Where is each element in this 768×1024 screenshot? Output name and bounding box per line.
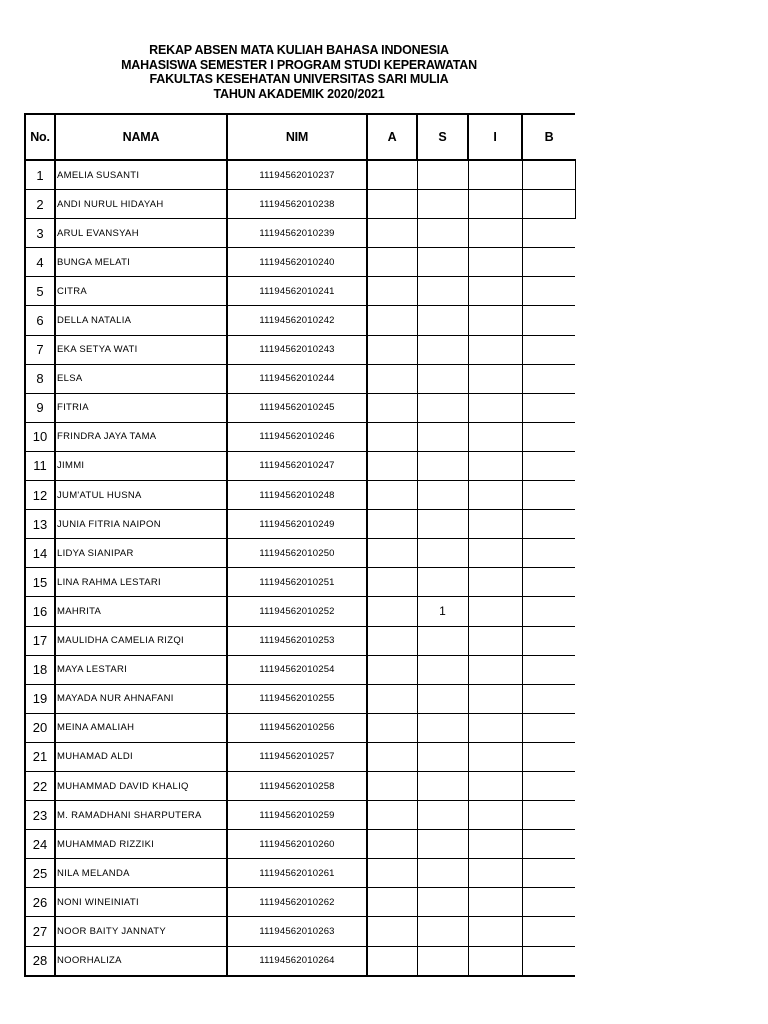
student-nim: 11194562010250 (227, 539, 367, 568)
table-row (25, 888, 575, 917)
cell-b (522, 597, 575, 626)
cell-i (468, 451, 522, 480)
student-name: NILA MELANDA (55, 859, 227, 888)
student-nim: 11194562010251 (227, 568, 367, 597)
student-nim: 11194562010249 (227, 510, 367, 539)
cell-a (367, 888, 417, 917)
row-number: 5 (25, 277, 55, 306)
cell-b (522, 713, 575, 742)
cell-i (468, 248, 522, 277)
cell-a (367, 219, 417, 248)
cell-a (367, 160, 417, 190)
cell-a (367, 626, 417, 655)
student-nim: 11194562010239 (227, 219, 367, 248)
cell-s (417, 219, 468, 248)
table-row (25, 917, 575, 946)
table-row (25, 248, 575, 277)
student-nim: 11194562010256 (227, 713, 367, 742)
cell-b (522, 335, 575, 364)
row-number: 7 (25, 335, 55, 364)
cell-b (522, 539, 575, 568)
cell-a (367, 713, 417, 742)
row-number: 21 (25, 742, 55, 771)
table-row (25, 801, 575, 830)
table-row (25, 160, 575, 190)
row-number: 12 (25, 481, 55, 510)
cell-s (417, 451, 468, 480)
cell-s (417, 248, 468, 277)
row-number: 1 (25, 160, 55, 190)
table-body (25, 160, 575, 976)
cell-a (367, 451, 417, 480)
student-name: MAULIDHA CAMELIA RIZQI (55, 626, 227, 655)
document-title (24, 43, 574, 101)
student-nim: 11194562010254 (227, 655, 367, 684)
student-name: JIMMI (55, 451, 227, 480)
cell-i (468, 190, 522, 219)
cell-s (417, 568, 468, 597)
row-number: 20 (25, 713, 55, 742)
student-name: JUNIA FITRIA NAIPON (55, 510, 227, 539)
cell-s (417, 277, 468, 306)
student-name: FITRIA (55, 393, 227, 422)
table-row (25, 946, 575, 976)
cell-a (367, 539, 417, 568)
row-number: 18 (25, 655, 55, 684)
cell-i (468, 859, 522, 888)
cell-b (522, 248, 575, 277)
cell-i (468, 626, 522, 655)
student-nim: 11194562010252 (227, 597, 367, 626)
student-name: JUM'ATUL HUSNA (55, 481, 227, 510)
cell-i (468, 160, 522, 190)
student-nim: 11194562010257 (227, 742, 367, 771)
table-row (25, 219, 575, 248)
student-nim: 11194562010243 (227, 335, 367, 364)
cell-b (522, 830, 575, 859)
cell-s (417, 742, 468, 771)
student-name: FRINDRA JAYA TAMA (55, 422, 227, 451)
cell-i (468, 597, 522, 626)
cell-s (417, 481, 468, 510)
cell-i (468, 771, 522, 800)
row-number: 25 (25, 859, 55, 888)
table-row (25, 364, 575, 393)
column-header-a: A (367, 114, 417, 160)
student-name: MAHRITA (55, 597, 227, 626)
cell-a (367, 335, 417, 364)
cell-a (367, 597, 417, 626)
cell-i (468, 655, 522, 684)
table-row (25, 510, 575, 539)
student-nim: 11194562010244 (227, 364, 367, 393)
row-number: 2 (25, 190, 55, 219)
cell-i (468, 684, 522, 713)
student-nim: 11194562010259 (227, 801, 367, 830)
table-row (25, 277, 575, 306)
cell-b (522, 888, 575, 917)
table-row (25, 684, 575, 713)
cell-i (468, 742, 522, 771)
cell-b (522, 277, 575, 306)
cell-b (522, 655, 575, 684)
row-number: 9 (25, 393, 55, 422)
student-name: MAYADA NUR AHNAFANI (55, 684, 227, 713)
row-number: 22 (25, 771, 55, 800)
cell-b (522, 801, 575, 830)
student-name: CITRA (55, 277, 227, 306)
row-number: 11 (25, 451, 55, 480)
cell-b (522, 481, 575, 510)
cell-s (417, 713, 468, 742)
cell-s (417, 771, 468, 800)
cell-a (367, 684, 417, 713)
student-nim: 11194562010246 (227, 422, 367, 451)
cell-b (522, 393, 575, 422)
table-row (25, 713, 575, 742)
student-nim: 11194562010248 (227, 481, 367, 510)
student-name: NONI WINEINIATI (55, 888, 227, 917)
cell-b (522, 568, 575, 597)
cell-b (522, 422, 575, 451)
table-row (25, 335, 575, 364)
row-number: 19 (25, 684, 55, 713)
row-number: 28 (25, 946, 55, 976)
row-number: 4 (25, 248, 55, 277)
cell-i (468, 481, 522, 510)
student-name: MUHAMMAD DAVID KHALIQ (55, 771, 227, 800)
title-line-4: TAHUN AKADEMIK 2020/2021 (213, 86, 385, 101)
table-row (25, 568, 575, 597)
cell-a (367, 946, 417, 976)
student-name: MUHAMMAD RIZZIKI (55, 830, 227, 859)
student-name: MAYA LESTARI (55, 655, 227, 684)
cell-a (367, 364, 417, 393)
cell-a (367, 771, 417, 800)
student-nim: 11194562010238 (227, 190, 367, 219)
cell-s: 1 (417, 597, 468, 626)
cell-b (522, 160, 575, 190)
row-number: 3 (25, 219, 55, 248)
cell-i (468, 364, 522, 393)
cell-a (367, 655, 417, 684)
student-name: EKA SETYA WATI (55, 335, 227, 364)
cell-s (417, 190, 468, 219)
cell-s (417, 335, 468, 364)
table-row (25, 422, 575, 451)
cell-s (417, 859, 468, 888)
student-nim: 11194562010242 (227, 306, 367, 335)
cell-b (522, 684, 575, 713)
cell-i (468, 277, 522, 306)
title-line-2: MAHASISWA SEMESTER I PROGRAM STUDI KEPERAWATAN (121, 57, 477, 72)
student-nim: 11194562010241 (227, 277, 367, 306)
cell-i (468, 306, 522, 335)
cell-s (417, 655, 468, 684)
student-nim: 11194562010253 (227, 626, 367, 655)
cell-s (417, 684, 468, 713)
cell-i (468, 568, 522, 597)
cell-i (468, 510, 522, 539)
cell-s (417, 946, 468, 976)
cell-i (468, 539, 522, 568)
student-nim: 11194562010240 (227, 248, 367, 277)
cell-b (522, 190, 575, 219)
row-number: 17 (25, 626, 55, 655)
student-name: ELSA (55, 364, 227, 393)
student-nim: 11194562010258 (227, 771, 367, 800)
cell-a (367, 306, 417, 335)
cell-a (367, 393, 417, 422)
row-number: 8 (25, 364, 55, 393)
cell-b (522, 364, 575, 393)
cell-s (417, 830, 468, 859)
table-row (25, 859, 575, 888)
student-nim: 11194562010262 (227, 888, 367, 917)
cell-b (522, 626, 575, 655)
student-name: ARUL EVANSYAH (55, 219, 227, 248)
student-nim: 11194562010261 (227, 859, 367, 888)
row-number: 10 (25, 422, 55, 451)
title-line-1: REKAP ABSEN MATA KULIAH BAHASA INDONESIA (149, 43, 449, 57)
table-row (25, 306, 575, 335)
table-row (25, 597, 575, 626)
cell-i (468, 335, 522, 364)
cell-s (417, 364, 468, 393)
cell-a (367, 248, 417, 277)
cell-i (468, 393, 522, 422)
column-header-i: I (468, 114, 522, 160)
cell-s (417, 539, 468, 568)
cell-s (417, 888, 468, 917)
student-name: M. RAMADHANI SHARPUTERA (55, 801, 227, 830)
cell-a (367, 917, 417, 946)
cell-s (417, 422, 468, 451)
cell-s (417, 801, 468, 830)
cell-i (468, 422, 522, 451)
student-nim: 11194562010264 (227, 946, 367, 976)
cell-b (522, 219, 575, 248)
student-name: ANDI NURUL HIDAYAH (55, 190, 227, 219)
cell-b (522, 742, 575, 771)
cell-i (468, 713, 522, 742)
student-name: NOOR BAITY JANNATY (55, 917, 227, 946)
row-number: 26 (25, 888, 55, 917)
cell-a (367, 859, 417, 888)
cell-a (367, 422, 417, 451)
cell-i (468, 830, 522, 859)
cell-i (468, 219, 522, 248)
column-header-nama: NAMA (55, 114, 227, 160)
student-nim: 11194562010255 (227, 684, 367, 713)
table-row (25, 830, 575, 859)
cell-b (522, 510, 575, 539)
student-name: MEINA AMALIAH (55, 713, 227, 742)
row-number: 6 (25, 306, 55, 335)
cell-i (468, 917, 522, 946)
title-line-3: FAKULTAS KESEHATAN UNIVERSITAS SARI MULIA (149, 72, 449, 86)
student-name: LIDYA SIANIPAR (55, 539, 227, 568)
cell-a (367, 481, 417, 510)
table-row (25, 771, 575, 800)
attendance-table (24, 113, 576, 977)
column-header-b: B (522, 114, 575, 160)
row-number: 13 (25, 510, 55, 539)
cell-s (417, 160, 468, 190)
student-nim: 11194562010260 (227, 830, 367, 859)
table-row (25, 742, 575, 771)
cell-i (468, 946, 522, 976)
table-row (25, 539, 575, 568)
cell-i (468, 888, 522, 917)
student-name: LINA RAHMA LESTARI (55, 568, 227, 597)
student-name: DELLA NATALIA (55, 306, 227, 335)
table-row (25, 451, 575, 480)
row-number: 23 (25, 801, 55, 830)
cell-i (468, 801, 522, 830)
cell-a (367, 190, 417, 219)
row-number: 24 (25, 830, 55, 859)
cell-s (417, 306, 468, 335)
row-number: 27 (25, 917, 55, 946)
column-header-nim: NIM (227, 114, 367, 160)
cell-a (367, 801, 417, 830)
student-nim: 11194562010247 (227, 451, 367, 480)
row-number: 15 (25, 568, 55, 597)
cell-a (367, 568, 417, 597)
student-nim: 11194562010237 (227, 160, 367, 190)
table-row (25, 393, 575, 422)
column-header-s: S (417, 114, 468, 160)
table-header-row (25, 114, 575, 160)
student-name: MUHAMAD ALDI (55, 742, 227, 771)
table-row (25, 626, 575, 655)
cell-b (522, 859, 575, 888)
student-nim: 11194562010263 (227, 917, 367, 946)
cell-a (367, 510, 417, 539)
cell-b (522, 451, 575, 480)
cell-b (522, 946, 575, 976)
cell-s (417, 626, 468, 655)
cell-b (522, 917, 575, 946)
cell-a (367, 830, 417, 859)
table-row (25, 190, 575, 219)
cell-s (417, 393, 468, 422)
row-number: 14 (25, 539, 55, 568)
student-name: BUNGA MELATI (55, 248, 227, 277)
cell-b (522, 306, 575, 335)
cell-a (367, 742, 417, 771)
student-nim: 11194562010245 (227, 393, 367, 422)
table-row (25, 655, 575, 684)
cell-a (367, 277, 417, 306)
cell-s (417, 510, 468, 539)
column-header-no: No. (25, 114, 55, 160)
table-row (25, 481, 575, 510)
student-name: NOORHALIZA (55, 946, 227, 976)
cell-b (522, 771, 575, 800)
student-name: AMELIA SUSANTI (55, 160, 227, 190)
cell-s (417, 917, 468, 946)
row-number: 16 (25, 597, 55, 626)
